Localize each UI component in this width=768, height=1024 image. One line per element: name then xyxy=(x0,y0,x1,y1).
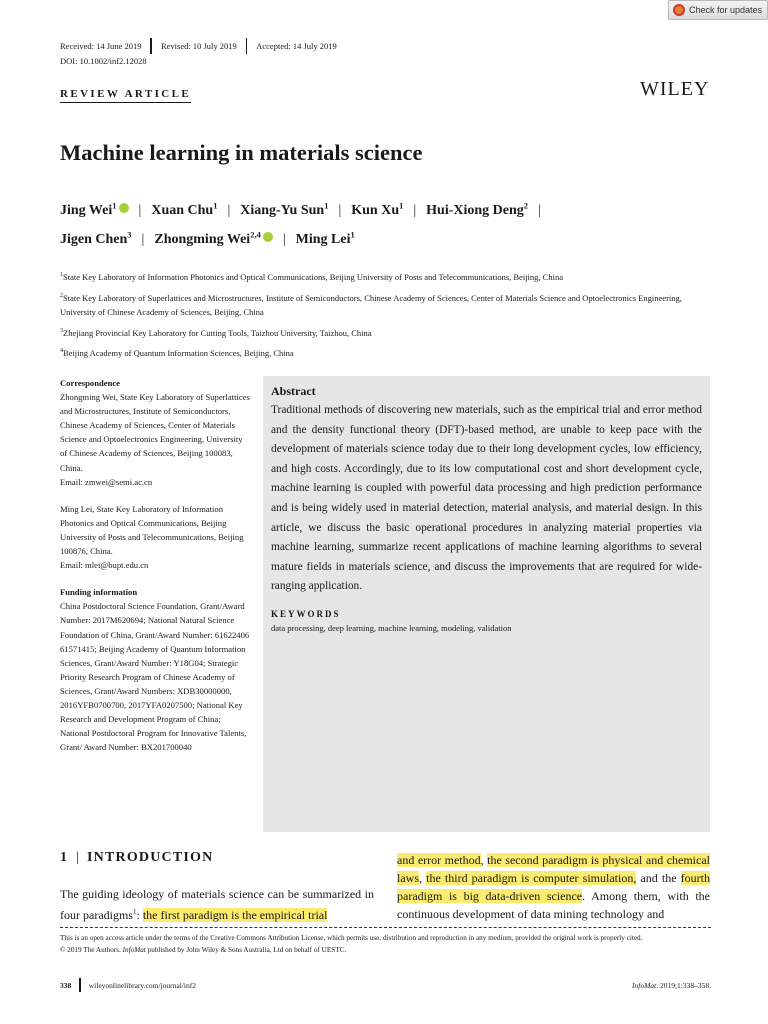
highlighted-text: the second paradigm is physical and chemical laws xyxy=(397,853,710,885)
crossmark-icon xyxy=(673,4,685,16)
footnote-divider xyxy=(60,927,711,928)
article-title: Machine learning in materials science xyxy=(60,140,423,165)
journal-url[interactable]: wileyonlinelibrary.com/journal/inf2 xyxy=(88,980,196,990)
correspondence-email[interactable]: Email: mlei@bupt.edu.cn xyxy=(60,560,149,571)
correspondence xyxy=(60,376,250,489)
sidebar-info xyxy=(60,376,250,767)
section-number: 1 xyxy=(60,850,69,865)
funding-text: China Postdoctoral Science Foundation, Grant/Award Number: 2017M620694; National Natural Science Foundation of China, Grant/Award Number: 61622406 61571415; Beijing Academy of Quantum Information Sciences, Grant/Award Number: Y18G04; Strategic Priority Research Program of Chinese Academy of Sciences, Grant/Award Numbers: XDB30000000, 2016YFB0700700, 2017YFA0207500; National Key Research and Development Program of China; National Postdoctoral Program for Innovative Talents, Grant/ Award Number: BX201700040 xyxy=(60,601,250,753)
license-text: This is an open access article under the terms of the Creative Commons Attribution License, which permits use, distribution and reproduction in any medium, provided the original work is properly cited. xyxy=(60,934,643,942)
check-for-updates-button[interactable] xyxy=(668,0,768,20)
citation-ref[interactable]: 1 xyxy=(132,908,137,916)
article-dates xyxy=(60,38,337,54)
highlighted-text: the first paradigm is the empirical trial xyxy=(142,908,328,922)
funding-information xyxy=(60,585,250,754)
correspondence-email[interactable]: Email: zmwei@semi.ac.cn xyxy=(60,476,153,487)
author[interactable]: Xuan Chu$^1$ xyxy=(151,200,218,218)
orcid-icon[interactable] xyxy=(119,203,129,213)
affiliation: $^2$State Key Laboratory of Superlattices and Microstructures, Institute of Semiconductors, Chinese Academy of Sciences, Center of Materials Science and Optoelectronics Engineering, University of Chinese Academy of Sciences, Beijing, China xyxy=(60,292,682,317)
abstract-box xyxy=(263,376,710,832)
author[interactable]: Jing Wei$^1$ xyxy=(60,203,129,218)
highlighted-text: and error method xyxy=(397,853,481,867)
author[interactable]: Ming Lei$^1$ xyxy=(295,229,355,248)
author[interactable]: Kun Xu$^1$ xyxy=(351,200,404,218)
body-column-right: and error method, the second paradigm is physical and chemical laws, the third paradigm is computer simulation, and the fourth paradigm is big data-driven science. Among them, with the continuous development of data mining technology and xyxy=(397,853,710,921)
article-type: REVIEW ARTICLE xyxy=(60,88,191,103)
check-for-updates-label: Check for updates xyxy=(689,5,763,15)
highlighted-text: the third paradigm is computer simulation, xyxy=(426,871,637,885)
author[interactable]: Jigen Chen$^3$ xyxy=(60,229,132,248)
journal-citation: InfoMat. 2019;1:338–358. xyxy=(632,980,711,990)
received-date: Received: 14 June 2019 xyxy=(60,41,142,51)
author[interactable]: Xiang-Yu Sun$^1$ xyxy=(240,200,329,218)
accepted-date: Accepted: 14 July 2019 xyxy=(256,41,337,51)
keywords-text: data processing, deep learning, machine learning, modeling, validation xyxy=(271,622,512,633)
affiliation: $^3$Zhejiang Provincial Key Laboratory for Cutting Tools, Taizhou University, Taizhou, China xyxy=(60,327,372,338)
page-footer xyxy=(60,978,711,992)
abstract-heading: Abstract xyxy=(271,384,316,398)
affiliation: $^1$State Key Laboratory of Information Photonics and Optical Communications, Beijing University of Posts and Telecommunications, Beijing, China xyxy=(60,271,563,282)
correspondence-entry: Ming Lei, State Key Laboratory of Information Photonics and Optical Communications, Beijing University of Posts and Telecommunications, Beijing 100876, China. xyxy=(60,503,244,557)
author[interactable]: Hui-Xiong Deng$^2$ xyxy=(426,200,529,218)
funding-heading: Funding information xyxy=(60,587,138,598)
affiliations xyxy=(60,268,710,365)
section-heading: 1 | INTRODUCTION xyxy=(60,850,214,865)
body-column-left: The guiding ideology of materials science can be summarized in four paradigms$^1$: the first paradigm is the empirical trial xyxy=(60,887,374,922)
highlighted-text: fourth paradigm is big data-driven science xyxy=(397,871,710,903)
orcid-icon[interactable] xyxy=(263,232,273,242)
author-list: Jing Wei$^1$ | Xuan Chu$^1$ | Xiang-Yu Sun$^1$ | Kun Xu$^1$ | Hui-Xiong Deng$^2$ | Jigen Chen$^3$ | Zhongming Wei$^{2,4}$ | Ming Lei$^1$ xyxy=(60,200,541,248)
affiliation: $^4$Beijing Academy of Quantum Information Sciences, Beijing, China xyxy=(60,348,294,359)
keywords-heading: KEYWORDS xyxy=(271,608,341,619)
license-note xyxy=(60,933,710,956)
copyright-text: © 2019 The Authors. InfoMat published by John Wiley & Sons Australia, Ltd on behalf of UESTC. xyxy=(60,945,347,954)
section-title: INTRODUCTION xyxy=(87,850,214,865)
date-divider xyxy=(150,38,152,54)
page-number: 338 xyxy=(60,980,72,990)
abstract-text: Traditional methods of discovering new materials, such as the empirical trial and error method and the density functional theory (DFT)-based method, are unable to keep pace with the development of materials science today due to their long development cycles, low efficiency, and high costs. Accordingly, due to its low computational cost and short development cycle, machine learning is coupled with powerful data processing and high prediction performance and is being widely used in material detection, material analysis, and material design. In this article, we discuss the basic operational procedures in analyzing material properties via machine learning, summarize recent applications of machine learning algorithms to several mature fields in materials science, and discuss the improvements that are required for wide-ranging application. xyxy=(271,404,702,593)
correspondence-entry: Zhongming Wei, State Key Laboratory of Superlattices and Microstructures, Institute of Semiconductors, Chinese Academy of Sciences, Center of Materials Science and Optoelectronics Engineering, University of Chinese Academy of Sciences, Beijing 100083, China. xyxy=(60,392,250,473)
doi: DOI: 10.1002/inf2.12028 xyxy=(60,56,147,66)
correspondence-heading: Correspondence xyxy=(60,378,120,388)
footer-divider xyxy=(79,978,81,992)
correspondence xyxy=(60,502,250,572)
revised-date: Revised: 10 July 2019 xyxy=(160,41,237,51)
publisher-logo: WILEY xyxy=(640,78,710,100)
author[interactable]: Zhongming Wei$^{2,4}$ xyxy=(154,232,272,247)
date-divider xyxy=(246,38,248,54)
